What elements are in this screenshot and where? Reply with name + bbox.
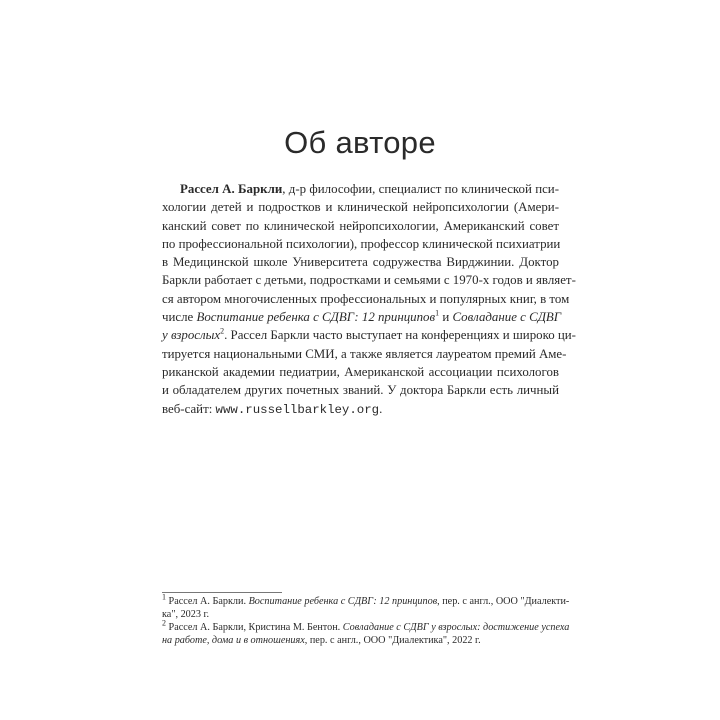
text-line: в Медицинской школе Университета содружества Вирджинии. Доктор (162, 255, 559, 270)
page-title: Об авторе (284, 125, 436, 160)
text-fragment: Рассел А. Баркли, Кристина М. Бентон. (166, 622, 343, 633)
text-line: Баркли работает с детьми, подростками и семьями с 1970-х годов и являет- (162, 273, 576, 288)
book-title: у взрослых (162, 328, 221, 343)
footnote-1 (162, 592, 570, 608)
text-line (162, 180, 559, 198)
author-name: Рассел А. Баркли (180, 182, 283, 196)
footnote-number: 1 (162, 592, 166, 602)
book-title: на работе, дома и в отношениях (162, 635, 305, 646)
text-fragment: , пер. с англ., ООО "Диалектика", 2022 г. (304, 635, 481, 646)
book-title: Воспитание ребенка с СДВГ: 12 принципов (248, 596, 438, 607)
text-fragment: , пер. с англ., ООО "Диалекти- (437, 596, 570, 607)
text-fragment: и (439, 310, 453, 325)
text-line: и обладателем других почетных званий. У доктора Баркли есть личный (162, 383, 559, 398)
book-title: Воспитание ребенка с СДВГ: 12 принципов (196, 310, 436, 325)
text-line (162, 400, 559, 419)
footnote-number: 2 (162, 618, 166, 628)
website-url: www.russellbarkley.org (215, 402, 380, 417)
text-line: канский совет по клинической нейропсихологии, Американский совет (162, 218, 559, 233)
text-line: хологии детей и подростков и клинической нейропсихологии (Амери- (162, 200, 559, 215)
text-line: тируется национальными СМИ, а также является лауреатом премий Аме- (162, 346, 567, 361)
book-title: Совладание с СДВГ у взрослых: достижение успеха (342, 622, 570, 633)
text-fragment: . (379, 401, 383, 416)
footnote-ref: 1 (435, 308, 440, 318)
footnote-2 (162, 618, 570, 634)
footnote-1-cont: ка", 2023 г. (162, 609, 210, 620)
text-line (162, 308, 562, 326)
footnotes (162, 592, 570, 647)
text-line (162, 326, 576, 344)
text-fragment: . Рассел Баркли часто выступает на конференциях и широко ци- (224, 328, 576, 343)
author-bio-paragraph (162, 180, 576, 419)
text-line: по профессиональной психологии), профессор клинической психиатрии (162, 236, 561, 251)
text-fragment: числе (162, 310, 197, 325)
text-fragment: веб-сайт: (162, 401, 216, 416)
text-fragment: , д-р философии, специалист по клинической пси- (282, 182, 560, 196)
book-title: Совладание с СДВГ (452, 310, 562, 325)
footnote-ref: 2 (220, 327, 225, 337)
footnote-2-cont (162, 634, 559, 647)
text-line: риканской академии педиатрии, Американской ассоциации психологов (162, 364, 559, 379)
text-line: ся автором многочисленных профессиональных и популярных книг, в том (162, 291, 570, 306)
text-fragment: Рассел А. Баркли. (166, 596, 249, 607)
